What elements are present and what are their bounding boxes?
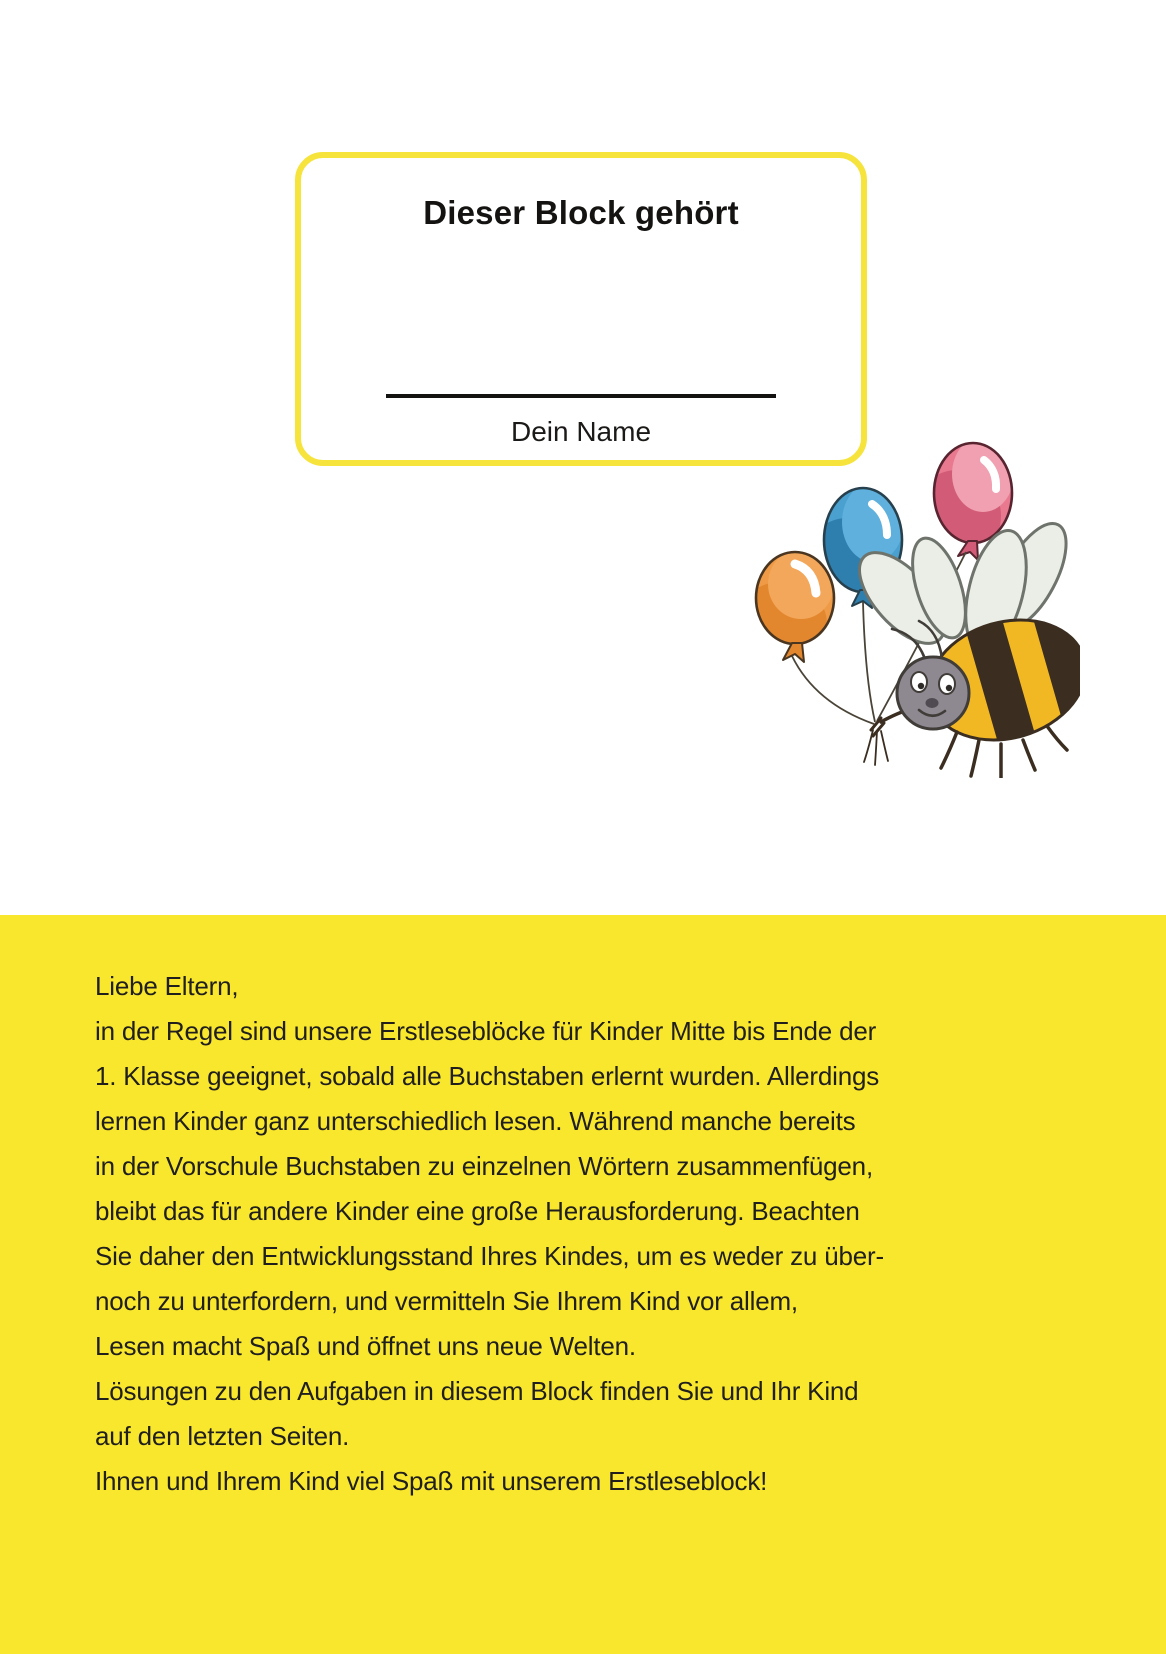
bee-eye-left [911, 672, 927, 692]
note-line: Liebe Eltern, [95, 971, 239, 1001]
bee-nose [926, 698, 939, 708]
note-line: in der Vorschule Buchstaben zu einzelnen Wörtern zusammenfügen, [95, 1151, 873, 1181]
parent-note-text [95, 964, 1075, 1504]
parent-note-band [0, 915, 1166, 1654]
name-label: Dein Name [510, 416, 652, 447]
note-line: auf den letzten Seiten. [95, 1421, 350, 1451]
note-line: noch zu unterfordern, und vermitteln Sie Ihrem Kind vor allem, [95, 1286, 798, 1316]
bee-hand [864, 718, 888, 765]
name-box-title: Dieser Block gehört [423, 194, 739, 231]
balloon-orange [735, 549, 834, 666]
note-line: bleibt das für andere Kinder eine große Herausforderung. Beachten [95, 1196, 860, 1226]
note-line: Sie daher den Entwicklungsstand Ihres Kindes, um es weder zu über- [95, 1241, 884, 1271]
note-line: Ihnen und Ihrem Kind viel Spaß mit unserem Erstleseblock! [95, 1466, 768, 1496]
note-line: Lösungen zu den Aufgaben in diesem Block finden Sie und Ihr Kind [95, 1376, 859, 1406]
bee-eye-right [939, 674, 955, 694]
note-line: 1. Klasse geeignet, sobald alle Buchstaben erlernt wurden. Allerdings [95, 1061, 880, 1091]
note-line: lernen Kinder ganz unterschiedlich lesen. Während manche bereits [95, 1106, 856, 1136]
note-line: in der Regel sind unsere Erstleseblöcke für Kinder Mitte bis Ende der [95, 1016, 877, 1046]
bee-with-balloons-illustration [695, 418, 1080, 778]
name-writing-line [386, 394, 776, 398]
note-line: Lesen macht Spaß und öffnet uns neue Welten. [95, 1331, 636, 1361]
